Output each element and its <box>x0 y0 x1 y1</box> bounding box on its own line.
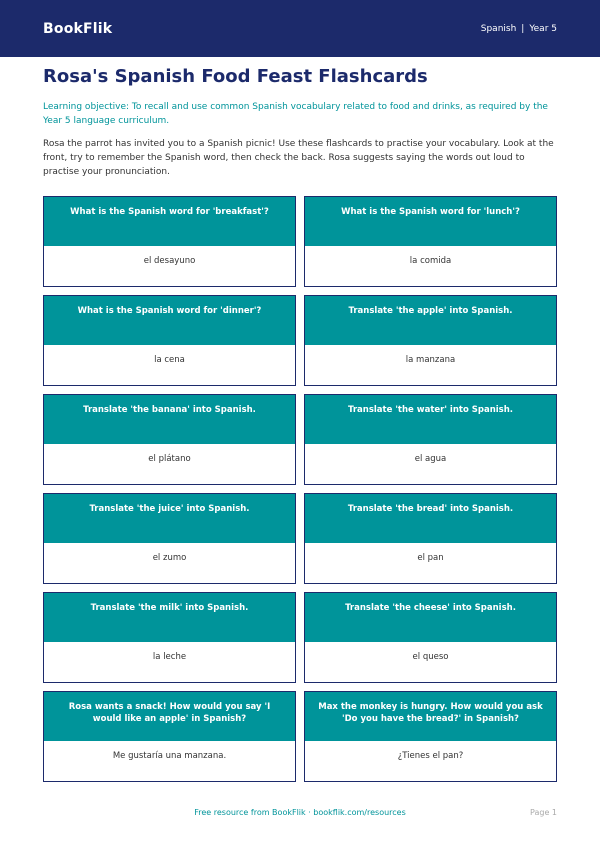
flashcard-back: la manzana <box>305 345 556 385</box>
flashcard <box>304 691 557 782</box>
page-title: Rosa's Spanish Food Feast Flashcards <box>43 66 428 87</box>
flashcard <box>304 592 557 683</box>
intro-paragraph: Rosa the parrot has invited you to a Spanish picnic! Use these flashcards to practise your vocabulary. Look at the front, try to remember the Spanish word, then check the back. Rosa suggests saying the words out loud to practise your pronunciation. <box>43 139 554 177</box>
flashcard-front: Translate 'the apple' into Spanish. <box>305 296 556 345</box>
flashcard <box>304 196 557 287</box>
flashcard-front: Translate 'the cheese' into Spanish. <box>305 593 556 642</box>
flashcard-back: el plátano <box>44 444 295 484</box>
flashcard-front: Translate 'the juice' into Spanish. <box>44 494 295 543</box>
page-header <box>0 0 600 57</box>
flashcard-back: el queso <box>305 642 556 682</box>
flashcard-front: Rosa wants a snack! How would you say 'I would like an apple' in Spanish? <box>44 692 295 741</box>
brand-logo: BookFlik <box>43 20 113 37</box>
footer-text: Free resource from BookFlik · bookflik.com/resources <box>194 808 406 817</box>
flashcard <box>43 295 296 386</box>
flashcard-front: What is the Spanish word for 'lunch'? <box>305 197 556 246</box>
flashcard-back: la cena <box>44 345 295 385</box>
flashcard <box>304 394 557 485</box>
flashcard-front: Translate 'the banana' into Spanish. <box>44 395 295 444</box>
flashcard <box>304 493 557 584</box>
flashcard-back: la comida <box>305 246 556 286</box>
flashcard <box>43 592 296 683</box>
flashcard <box>43 394 296 485</box>
flashcard-back: el zumo <box>44 543 295 583</box>
learning-objective: Learning objective: To recall and use common Spanish vocabulary related to food and drinks, as required by the Year 5 language curriculum. <box>43 102 548 126</box>
flashcard <box>43 691 296 782</box>
header-meta <box>481 24 557 34</box>
flashcard-back: Me gustaría una manzana. <box>44 741 295 781</box>
flashcard-back: el desayuno <box>44 246 295 286</box>
meta-separator: | <box>521 23 525 34</box>
flashcard-front: What is the Spanish word for 'breakfast'? <box>44 197 295 246</box>
flashcard <box>43 493 296 584</box>
flashcard-front: Translate 'the milk' into Spanish. <box>44 593 295 642</box>
flashcard-front: Translate 'the water' into Spanish. <box>305 395 556 444</box>
subject-label: Spanish <box>480 23 517 34</box>
flashcard-front: Translate 'the bread' into Spanish. <box>305 494 556 543</box>
flashcard-front: Max the monkey is hungry. How would you ask 'Do you have the bread?' in Spanish? <box>305 692 556 741</box>
flashcard-grid <box>43 196 557 782</box>
flashcard-back: ¿Tienes el pan? <box>305 741 556 781</box>
year-label: Year 5 <box>529 23 557 34</box>
flashcard <box>43 196 296 287</box>
flashcard-front: What is the Spanish word for 'dinner'? <box>44 296 295 345</box>
flashcard-back: el agua <box>305 444 556 484</box>
flashcard <box>304 295 557 386</box>
flashcard-back: el pan <box>305 543 556 583</box>
page-number: Page 1 <box>530 808 557 817</box>
flashcard-back: la leche <box>44 642 295 682</box>
